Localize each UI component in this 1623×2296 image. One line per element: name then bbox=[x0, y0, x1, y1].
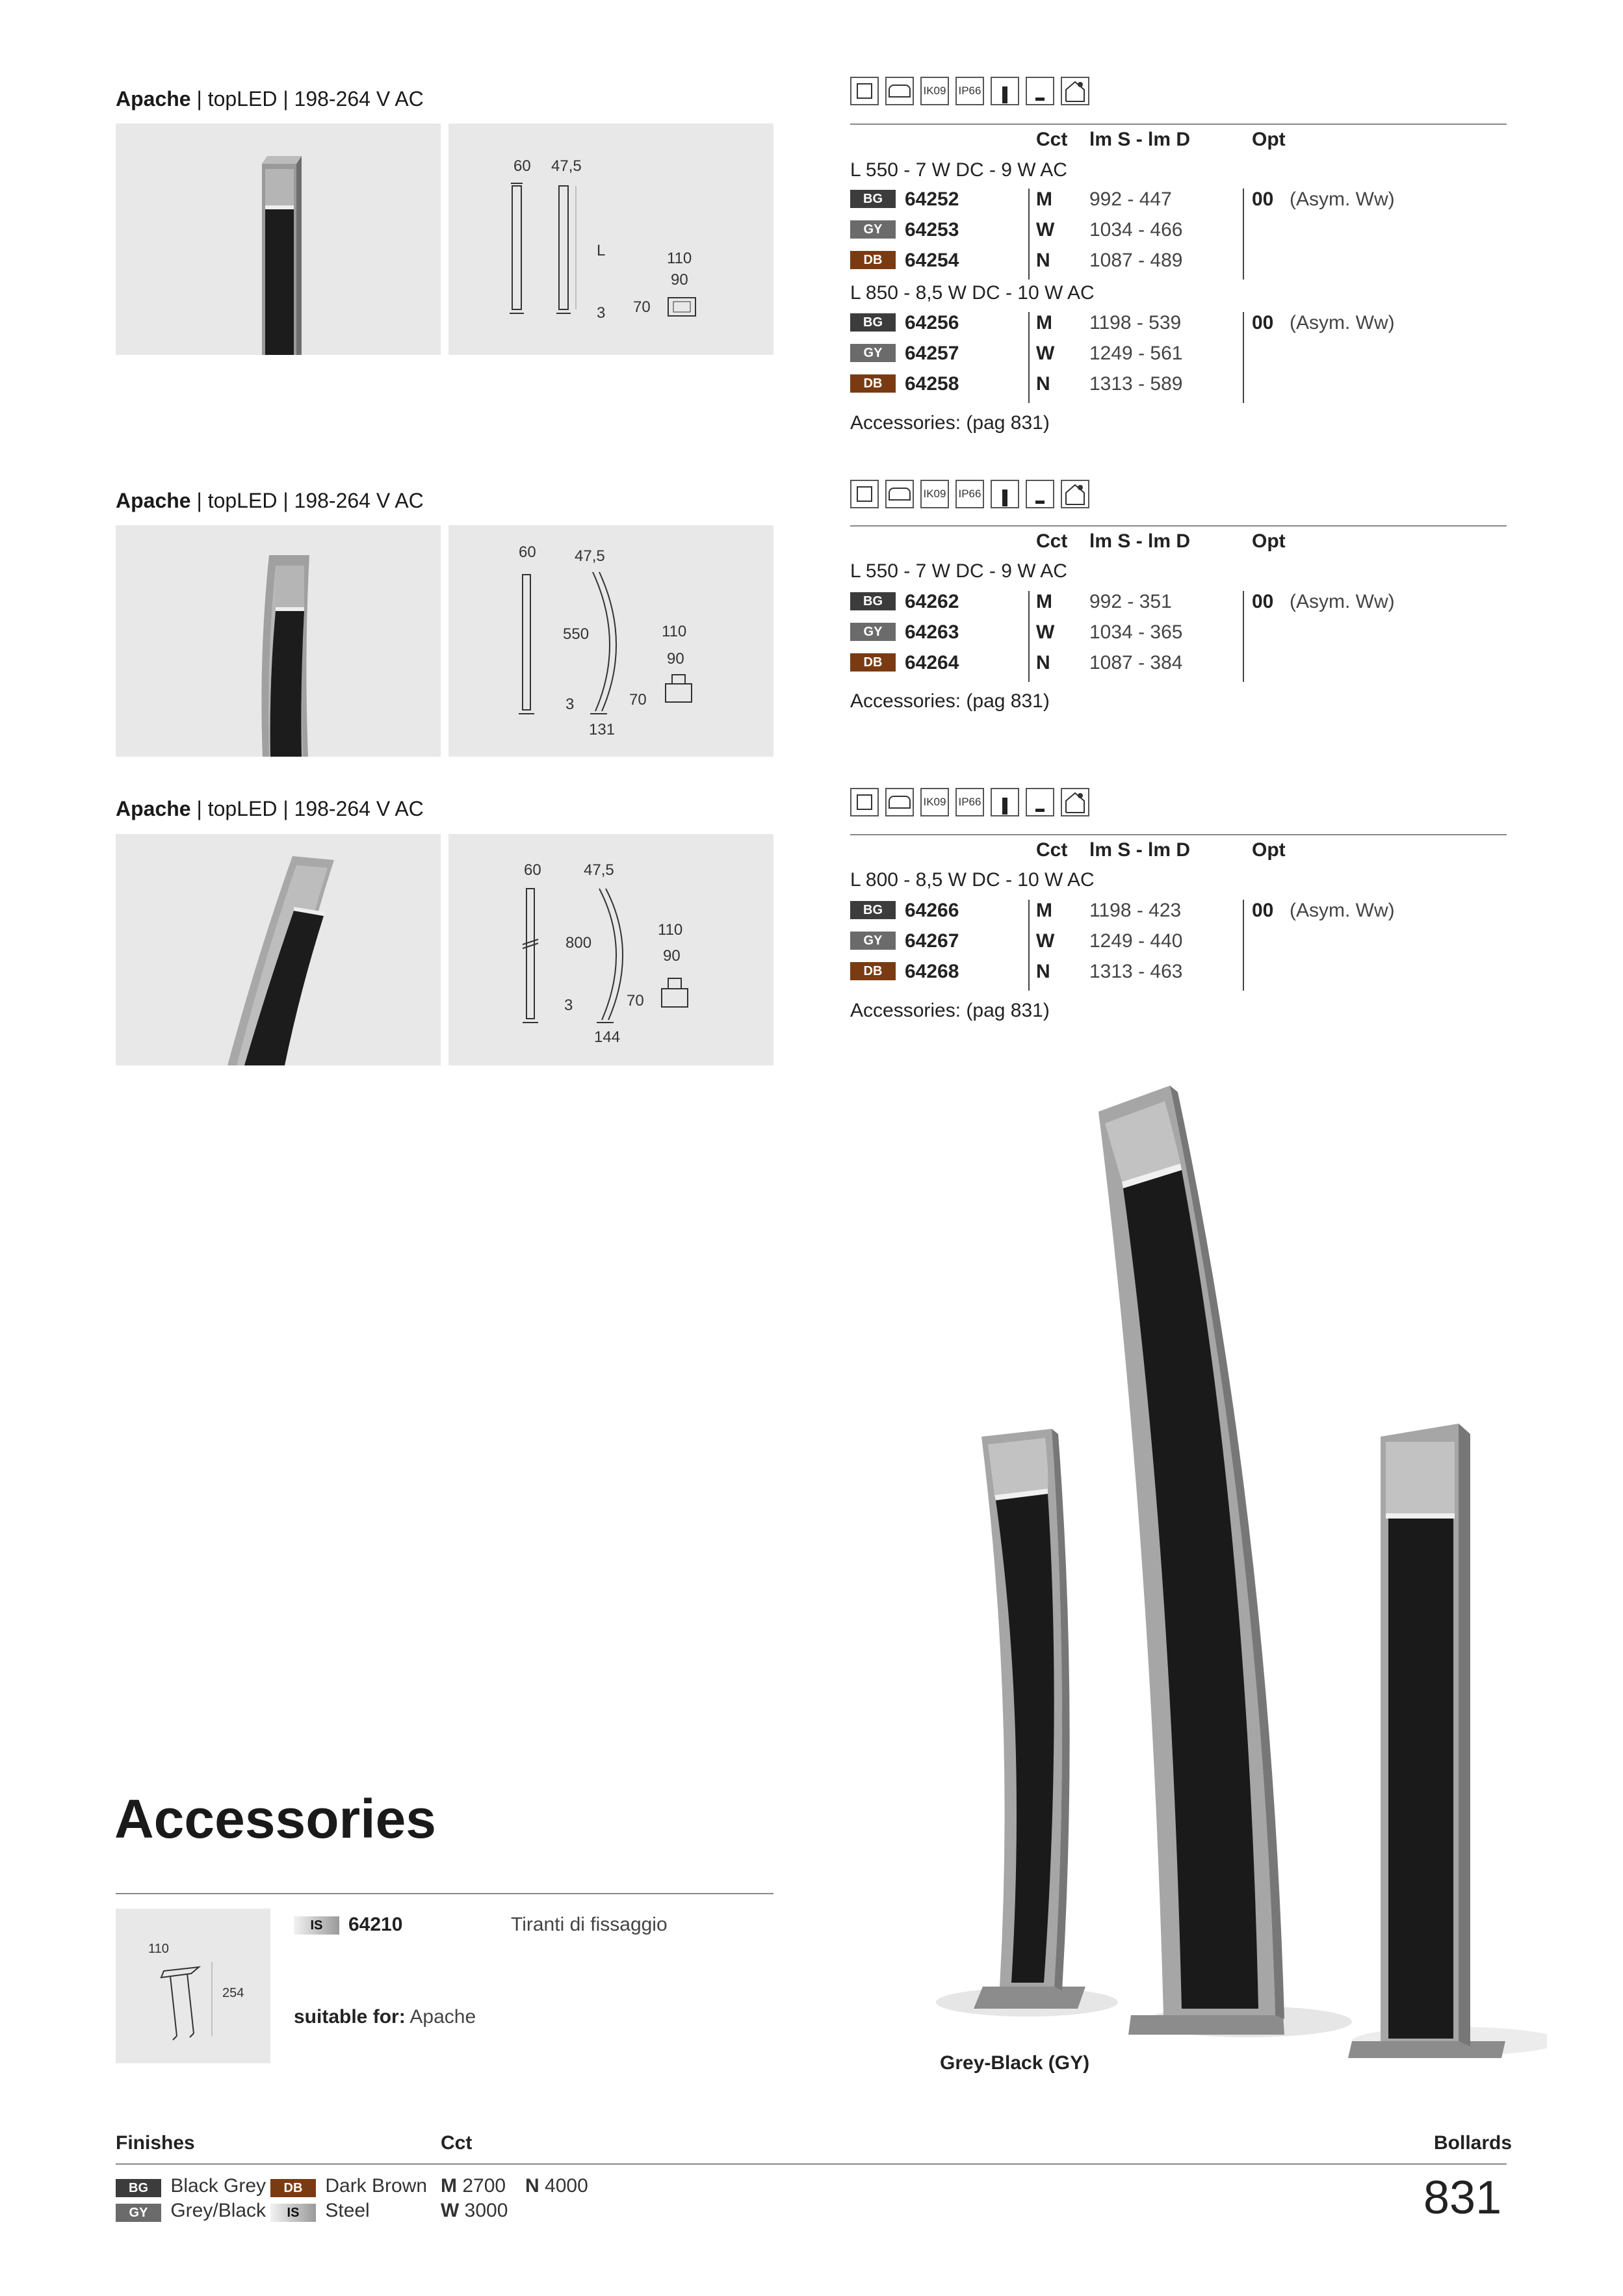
cct-value: N bbox=[1036, 652, 1050, 673]
dim-110: 110 bbox=[662, 623, 687, 640]
header-cct: Cct bbox=[1036, 530, 1068, 552]
dim-arc: 131 bbox=[589, 721, 616, 738]
dim-70: 70 bbox=[629, 691, 647, 709]
cct-value: M bbox=[1036, 312, 1052, 333]
suitable-for: suitable for: Apache bbox=[294, 2006, 476, 2028]
header-lm: lm S - lm D bbox=[1089, 129, 1191, 150]
accessories-title: Accessories bbox=[114, 1788, 437, 1849]
footer-section: Bollards bbox=[1434, 2132, 1513, 2154]
ik-rating-icon: IK09 bbox=[920, 77, 949, 105]
table-row bbox=[850, 932, 896, 950]
product-code[interactable]: 64257 bbox=[905, 343, 959, 364]
dim-110: 110 bbox=[658, 921, 683, 939]
opt-text: (Asym. Ww) bbox=[1290, 312, 1395, 333]
column-divider bbox=[1028, 900, 1030, 991]
opt-code: 00 bbox=[1252, 312, 1274, 333]
finish-badge: DB bbox=[850, 374, 896, 393]
dim-length: L bbox=[597, 242, 606, 259]
group-label: L 550 - 7 W DC - 9 W AC bbox=[850, 159, 1067, 181]
header-opt: Opt bbox=[1252, 530, 1286, 552]
lumen-value: 1087 - 489 bbox=[1089, 250, 1183, 271]
cct-value: W bbox=[1036, 343, 1055, 364]
mounting-floor-icon bbox=[1026, 77, 1054, 105]
product-code[interactable]: 64256 bbox=[905, 312, 959, 333]
dim-height: 800 bbox=[565, 934, 592, 952]
dim-90: 90 bbox=[671, 271, 688, 289]
dim-254: 254 bbox=[222, 1986, 244, 2000]
lumen-value: 1034 - 466 bbox=[1089, 219, 1183, 241]
curved-bollard-photo bbox=[116, 834, 441, 1065]
dim-47-5: 47,5 bbox=[584, 861, 614, 879]
table-rule-3 bbox=[850, 834, 1507, 835]
table-row bbox=[850, 344, 896, 362]
column-divider bbox=[1028, 189, 1030, 280]
dim-110: 110 bbox=[667, 250, 692, 267]
mounting-ground-icon bbox=[991, 788, 1019, 816]
accessories-link[interactable]: Accessories: (pag 831) bbox=[850, 412, 1050, 434]
column-divider bbox=[1243, 189, 1244, 280]
table-row bbox=[850, 251, 896, 269]
finish-dark-brown: DB Dark Brown bbox=[270, 2175, 427, 2197]
header-cct: Cct bbox=[1036, 129, 1068, 150]
product-code[interactable]: 64268 bbox=[905, 961, 959, 982]
spec-icons-3 bbox=[850, 788, 1089, 816]
accessory-row bbox=[294, 1916, 339, 1935]
finish-badge: GY bbox=[850, 344, 896, 362]
opt-code: 00 bbox=[1252, 591, 1274, 612]
table-row bbox=[850, 901, 896, 919]
dim-60: 60 bbox=[524, 861, 541, 879]
spec-icons-2 bbox=[850, 480, 1089, 508]
header-lm: lm S - lm D bbox=[1089, 530, 1191, 552]
group-label: L 550 - 7 W DC - 9 W AC bbox=[850, 560, 1067, 582]
finish-badge: BG bbox=[850, 592, 896, 610]
cct-value: N bbox=[1036, 961, 1050, 982]
product-code[interactable]: 64267 bbox=[905, 930, 959, 952]
mounting-floor-icon bbox=[1026, 480, 1054, 508]
product-image-3 bbox=[116, 834, 441, 1065]
lumen-value: 1313 - 589 bbox=[1089, 373, 1183, 395]
opt-text: (Asym. Ww) bbox=[1290, 591, 1395, 612]
lumen-value: 1087 - 384 bbox=[1089, 652, 1183, 673]
ip-rating-icon: IP66 bbox=[955, 788, 984, 816]
lumen-value: 992 - 447 bbox=[1089, 189, 1172, 210]
table-row bbox=[850, 220, 896, 239]
opt-text: (Asym. Ww) bbox=[1290, 189, 1395, 210]
cct-value: M bbox=[1036, 189, 1052, 210]
cct-n: N 4000 bbox=[525, 2175, 588, 2197]
lumen-value: 1249 - 561 bbox=[1089, 343, 1183, 364]
lumen-value: 1198 - 539 bbox=[1089, 312, 1182, 333]
accessory-drawing bbox=[116, 1909, 270, 2063]
dim-90: 90 bbox=[667, 650, 684, 668]
table-row bbox=[850, 313, 896, 332]
ip-rating-icon: IP66 bbox=[955, 480, 984, 508]
finish-grey-black: GY Grey/Black bbox=[116, 2200, 266, 2222]
product-drawing-1 bbox=[448, 124, 773, 355]
footer-finishes-title: Finishes bbox=[116, 2132, 195, 2154]
ip-rating-icon: IP66 bbox=[955, 77, 984, 105]
finish-badge: GY bbox=[850, 932, 896, 950]
dim-60: 60 bbox=[513, 157, 531, 175]
table-row bbox=[850, 592, 896, 610]
table-rule-2 bbox=[850, 525, 1507, 527]
column-divider bbox=[1243, 591, 1244, 682]
product-image-2 bbox=[116, 525, 441, 757]
group-label: L 800 - 8,5 W DC - 10 W AC bbox=[850, 869, 1095, 891]
footer-rule bbox=[116, 2163, 1507, 2165]
dim-base: 3 bbox=[564, 997, 573, 1014]
finish-badge: GY bbox=[850, 220, 896, 239]
product-drawing-2 bbox=[448, 525, 773, 757]
lumen-value: 1034 - 365 bbox=[1089, 621, 1183, 643]
table-row bbox=[850, 374, 896, 393]
spec-icons-1 bbox=[850, 77, 1089, 105]
finish-badge: BG bbox=[850, 190, 896, 208]
finish-steel: IS Steel bbox=[270, 2200, 370, 2222]
product-code[interactable]: 64262 bbox=[905, 591, 959, 612]
product-code[interactable]: 64264 bbox=[905, 652, 959, 673]
cct-value: N bbox=[1036, 373, 1050, 395]
mounting-ground-icon bbox=[991, 77, 1019, 105]
indoor-icon bbox=[850, 77, 879, 105]
mounting-floor-icon bbox=[1026, 788, 1054, 816]
indoor-icon bbox=[850, 480, 879, 508]
dim-arc: 144 bbox=[594, 1028, 621, 1046]
cct-value: W bbox=[1036, 219, 1055, 241]
group-label: L 850 - 8,5 W DC - 10 W AC bbox=[850, 282, 1095, 304]
header-opt: Opt bbox=[1252, 129, 1286, 150]
dim-70: 70 bbox=[633, 298, 651, 316]
accessory-description: Tiranti di fissaggio bbox=[511, 1914, 668, 1935]
hero-caption: Grey-Black (GY) bbox=[940, 2052, 1090, 2074]
dim-base: 3 bbox=[597, 304, 606, 322]
product-code[interactable]: 64254 bbox=[905, 250, 959, 271]
product-code[interactable]: 64252 bbox=[905, 189, 959, 210]
product-drawing-3 bbox=[448, 834, 773, 1065]
product-code[interactable]: 64266 bbox=[905, 900, 959, 921]
dim-base: 3 bbox=[565, 696, 575, 713]
finish-black-grey: BG Black Grey bbox=[116, 2175, 266, 2197]
luminaire-type-icon bbox=[885, 77, 914, 105]
luminaire-type-icon bbox=[885, 480, 914, 508]
column-divider bbox=[1243, 900, 1244, 991]
dim-70: 70 bbox=[627, 992, 644, 1010]
lumen-value: 1313 - 463 bbox=[1089, 961, 1183, 982]
dim-height: 550 bbox=[563, 625, 590, 643]
luminaire-type-icon bbox=[885, 788, 914, 816]
dim-47-5: 47,5 bbox=[575, 547, 605, 565]
cct-value: W bbox=[1036, 621, 1055, 643]
page-number: 831 bbox=[1423, 2172, 1502, 2224]
cct-value: N bbox=[1036, 250, 1050, 271]
header-lm: lm S - lm D bbox=[1089, 839, 1191, 861]
ik-rating-icon: IK09 bbox=[920, 788, 949, 816]
product-code[interactable]: 64263 bbox=[905, 621, 959, 643]
dim-47-5: 47,5 bbox=[551, 157, 582, 175]
accessories-rule bbox=[116, 1893, 773, 1894]
cct-value: M bbox=[1036, 900, 1052, 921]
product-image-1 bbox=[116, 124, 441, 355]
footer-cct-title: Cct bbox=[441, 2132, 473, 2154]
accessory-code[interactable]: 64210 bbox=[348, 1914, 403, 1935]
accessories-link[interactable]: Accessories: (pag 831) bbox=[850, 1000, 1050, 1021]
finish-badge: GY bbox=[850, 623, 896, 641]
product-code[interactable]: 64253 bbox=[905, 219, 959, 241]
opt-code: 00 bbox=[1252, 189, 1274, 210]
product-code[interactable]: 64258 bbox=[905, 373, 959, 395]
outdoor-icon bbox=[1061, 788, 1089, 816]
curved-bollard-photo bbox=[116, 525, 441, 757]
finish-badge: IS bbox=[294, 1916, 339, 1935]
column-divider bbox=[1028, 591, 1030, 682]
dim-60: 60 bbox=[519, 543, 536, 561]
finish-badge: DB bbox=[850, 653, 896, 672]
table-row bbox=[850, 623, 896, 641]
product-title-3: Apache | topLED | 198-264 V AC bbox=[116, 797, 424, 820]
header-opt: Opt bbox=[1252, 839, 1286, 861]
indoor-icon bbox=[850, 788, 879, 816]
table-row bbox=[850, 962, 896, 980]
accessories-link[interactable]: Accessories: (pag 831) bbox=[850, 690, 1050, 712]
outdoor-icon bbox=[1061, 480, 1089, 508]
table-rule-1 bbox=[850, 124, 1507, 125]
ik-rating-icon: IK09 bbox=[920, 480, 949, 508]
finish-badge: BG bbox=[850, 313, 896, 332]
finish-badge: DB bbox=[850, 251, 896, 269]
opt-text: (Asym. Ww) bbox=[1290, 900, 1395, 921]
cct-value: M bbox=[1036, 591, 1052, 612]
dim-90: 90 bbox=[663, 947, 681, 965]
mounting-ground-icon bbox=[991, 480, 1019, 508]
cct-w: W 3000 bbox=[441, 2200, 508, 2221]
product-title-2: Apache | topLED | 198-264 V AC bbox=[116, 489, 424, 512]
cct-value: W bbox=[1036, 930, 1055, 952]
lumen-value: 1198 - 423 bbox=[1089, 900, 1182, 921]
finish-badge: BG bbox=[850, 901, 896, 919]
column-divider bbox=[1243, 312, 1244, 403]
product-title-1: Apache | topLED | 198-264 V AC bbox=[116, 87, 424, 111]
hero-product-photo bbox=[897, 1073, 1547, 2087]
opt-code: 00 bbox=[1252, 900, 1274, 921]
outdoor-icon bbox=[1061, 77, 1089, 105]
cct-m: M 2700 bbox=[441, 2175, 506, 2197]
lumen-value: 1249 - 440 bbox=[1089, 930, 1183, 952]
dim-110: 110 bbox=[148, 1942, 169, 1956]
table-row bbox=[850, 190, 896, 208]
table-row bbox=[850, 653, 896, 672]
straight-bollard-photo bbox=[116, 124, 441, 355]
lumen-value: 992 - 351 bbox=[1089, 591, 1172, 612]
header-cct: Cct bbox=[1036, 839, 1068, 861]
column-divider bbox=[1028, 312, 1030, 403]
finish-badge: DB bbox=[850, 962, 896, 980]
